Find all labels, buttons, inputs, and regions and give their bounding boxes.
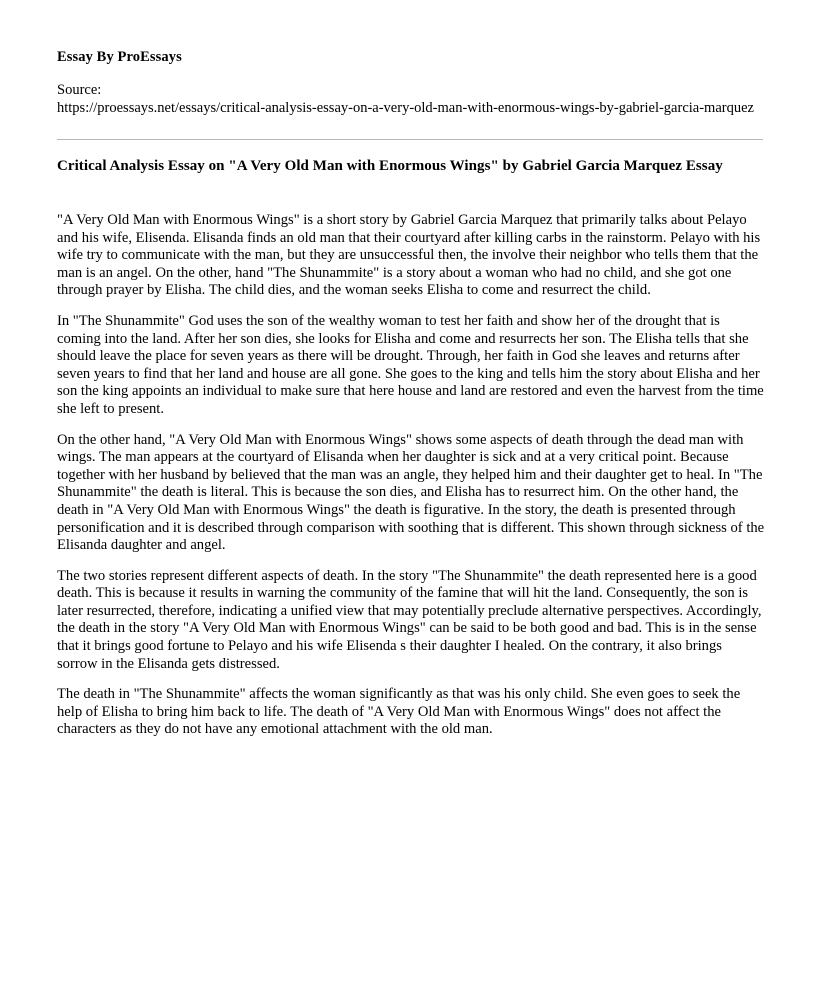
essay-body — [57, 212, 763, 739]
site-title: Essay By ProEssays — [57, 49, 182, 65]
paragraph: On the other hand, "A Very Old Man with Enormous Wings" shows some aspects of death through the dead man with wings. The man appears at the courtyard of Elisanda when her daughter is sick and at a very critical point. Because together with her husband by believed that the man was an angle, they helped him and their daughter get to heal. In "The Shunammite" the death is literal. This is because the son dies, and Elisha has to resurrect him. On the other hand, the death in "A Very Old Man with Enormous Wings" the death is figurative. In the story, the death is presented through personification and it is described through comparison with soothing that is different. This shown through sickness of the Elisanda daughter and angel. — [57, 431, 765, 554]
source-url[interactable]: https://proessays.net/essays/critical-analysis-essay-on-a-very-old-man-with-enormous-wings-by-gabriel-garcia-marquez — [57, 99, 754, 116]
paragraph: In "The Shunammite" God uses the son of the wealthy woman to test her faith and show her of the drought that is coming into the land. After her son dies, she looks for Elisha and come and resurrects her son. The Elisha tells that she should leave the place for seven years as there will be drought. Through, her faith in God she leaves and returns after seven years to find that her land and house are all gone. She goes to the king and tells him the story about Elisha and her son the king appoints an individual to make sure that here house and land are restored and even the harvest from the time she left to present. — [57, 312, 764, 417]
paragraph: "A Very Old Man with Enormous Wings" is a short story by Gabriel Garcia Marquez that primarily talks about Pelayo and his wife, Elisenda. Elisanda finds an old man that their courtyard after killing carbs in the rainstorm. Pelayo with his wife try to communicate with the man, but they are unsuccessful then, the involve their neighbor who tells them that the man is an angel. On the other, hand "The Shunammite" is a story about a woman who had no child, and she got one through prayer by Elisha. The child dies, and the woman seeks Elisha to come and resurrect the child. — [57, 212, 761, 299]
page-title: Critical Analysis Essay on "A Very Old Man with Enormous Wings" by Gabriel Garcia Marquez Essay — [57, 158, 723, 174]
paragraph: The two stories represent different aspects of death. In the story "The Shunammite" the death represented here is a good death. This is because it results in warning the community of the famine that will hit the land. Consequently, the son is later resurrected, therefore, indicating a unified view that may potentially preclude alternative perspectives. Accordingly, the death in the story "A Very Old Man with Enormous Wings" can be said to be both good and bad. This is in the sense that it brings good fortune to Pelayo and his wife Elisenda s their daughter I healed. On the contrary, it also brings sorrow in the Elisanda gets distressed. — [57, 567, 762, 672]
paragraph: The death in "The Shunammite" affects the woman significantly as that was his only child. She even goes to seek the help of Elisha to bring him back to life. The death of "A Very Old Man with Enormous Wings" does not affect the characters as they do not have any emotional attachment with the old man. — [57, 686, 741, 738]
source-label: Source: — [57, 82, 102, 98]
source-block — [57, 82, 763, 117]
header-divider — [57, 139, 763, 140]
